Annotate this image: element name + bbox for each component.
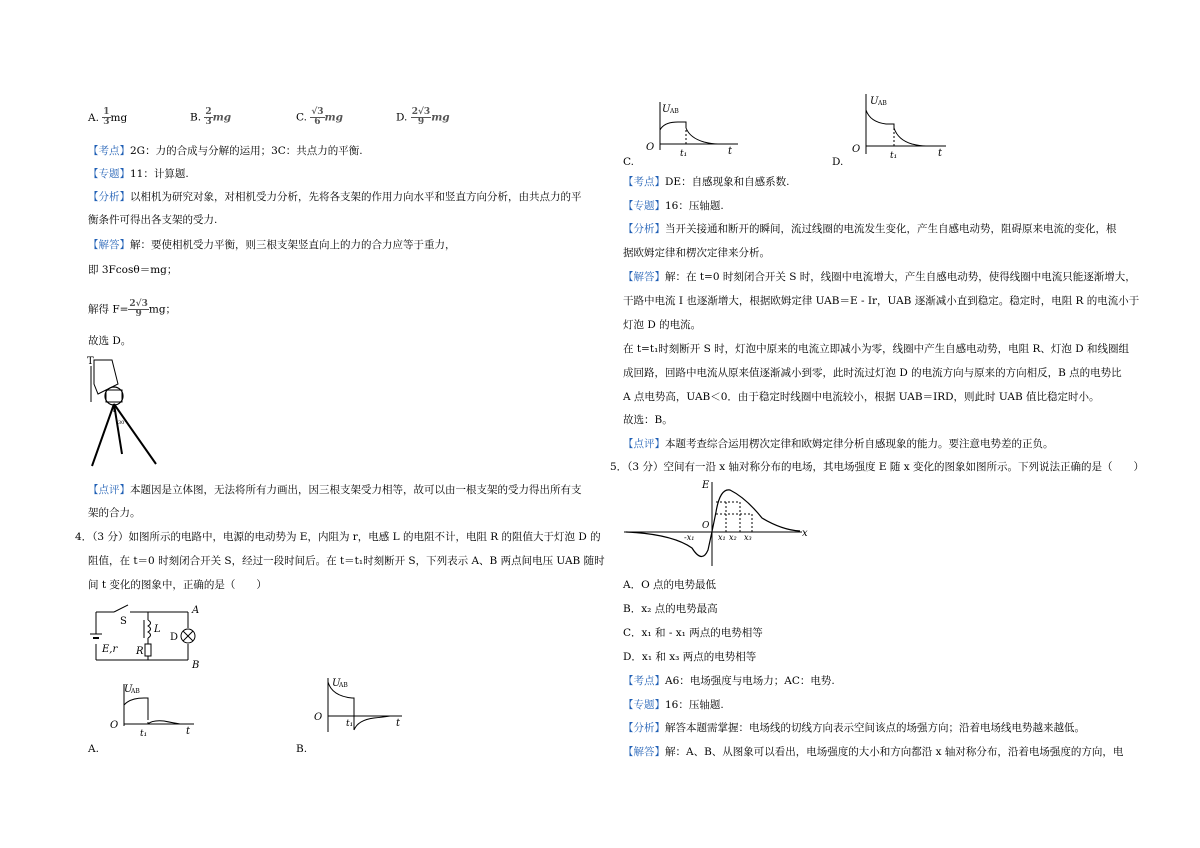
r-choose-answer: 故选：B。 [623,414,673,426]
label-x2: x₂ [729,533,737,542]
graph-c [644,98,744,160]
label-t1: t₁ [680,149,688,159]
q5-line-1: 5．（3 分）空间有一沿 x 轴对称分布的电场，其电场强度 E 随 x 变化的图象如图所示。下列说法正确的是（ ） [610,461,1144,473]
label-S: S [120,616,127,627]
r-dianping-line: 【点评】本题考查综合运用楞次定律和欧姆定律分析自感现象的能力。要注意电势差的正负。 [623,438,1054,450]
label-AB: AB [878,100,887,107]
label-x: x [802,528,808,539]
graph-d [852,90,952,160]
label-AB: AB [670,108,679,115]
label-t: t [938,148,943,159]
q5-option-b: B．x₂ 点的电势最高 [623,603,718,615]
label-Er: E,r [102,644,118,655]
label-U: U [662,104,671,115]
label-U: U [124,684,133,695]
r-zhuanti2-line: 【专题】16：压轴题. [623,699,724,711]
label-t1: t₁ [140,729,148,738]
r-kaodian2-line: 【考点】A6：电场强度与电场力；AC：电势. [623,675,835,687]
label-O: O [852,144,861,155]
label-t: t [396,718,401,729]
q4-line-2: 阻值，在 t＝0 时刻闭合开关 S，经过一段时间后。在 t＝t₁时刻断开 S，下列表示 A、B 两点间电压 UAB 随时 [88,555,605,567]
label-x3: x₃ [744,533,752,542]
label-minus-x1: -x₁ [684,533,695,542]
r-jieda-line-4: 在 t=t₁时刻断开 S 时，灯泡中原来的电流立即减小为零，线圈中产生自感电动势，电阻 R、灯泡 D 和线圈组 [623,343,1129,355]
fenxi-line-1: 【分析】以相机为研究对象，对相机受力分析，先将各支架的作用力向水平和竖直方向分析，由共点力的平 [88,191,582,203]
label-T: T [87,356,94,367]
r-jieda-line-5: 成回路，回路中电流从原来值逐渐减小到零，此时流过灯泡 D 的电流方向与原来的方向相反，B 点的电势比 [623,367,1122,379]
label-R: R [136,646,144,657]
label-U: U [870,96,879,107]
option-b: B. $\frac{2}{3}$ mg [190,107,232,127]
r-jieda2-line: 【解答】解：A、B、从图象可以看出，电场强度的大小和方向都沿 x 轴对称分布，沿着电场强度的方向，电 [623,746,1124,758]
graph-b-label: B. [296,743,308,755]
label-L: L [154,624,161,635]
fraction-a: $\frac{1}{3}$ [103,107,110,127]
option-a: A. $\frac{1}{3}$ mg [88,107,128,127]
dianping-line-1: 【点评】本题因是立体图，无法将所有力画出，因三根支架受力相等，故可以由一根支架的受力得出所有支 [88,484,582,496]
fenxi-line-2: 衡条件可得出各支架的受力. [88,214,218,226]
q5-option-c: C．x₁ 和 - x₁ 两点的电势相等 [623,627,763,639]
label-D: D [170,632,179,643]
label-AB: AB [131,688,140,695]
kaodian-line: 【考点】2G：力的合成与分解的运用；3C：共点力的平衡. [88,145,363,157]
label-O: O [110,720,119,731]
graph-b [312,674,408,738]
r-jieda-line-6: A 点电势高，UAB＜0．由于稳定时线圈中电流较小，根据 UAB＝IRD，则此时 UAB 值比稳定时小。 [623,391,1100,403]
label-t: t [728,146,733,157]
option-c: C. $\frac{√3}{6}$ mg [296,107,343,127]
r-zhuanti-line: 【专题】16：压轴题. [623,200,724,212]
q4-line-3: 间 t 变化的图象中，正确的是（ ） [88,579,267,591]
label-O: O [314,712,323,723]
label-t: t [186,726,191,737]
dianping-line-2: 架的合力。 [88,507,141,519]
option-row-q3 [88,108,127,127]
r-fenxi-line-2: 据欧姆定律和楞次定律来分析。 [623,247,770,259]
label-A: A [192,605,200,616]
equation-1: 即 3Fcosθ＝mg； [88,264,178,276]
label-E: E [702,480,710,491]
r-fenxi2-line: 【分析】解答本题需掌握：电场线的切线方向表示空间该点的场强方向；沿着电场线电势越来越低。 [623,722,1085,734]
q5-option-a: A．O 点的电势最低 [623,579,717,591]
label-t1: t₁ [346,719,354,729]
graph-a-label: A. [88,743,99,755]
label-B: B [192,660,200,670]
tripod-figure [84,354,164,470]
r-jieda-line-2: 干路中电流 I 也逐渐增大，根据欧姆定律 UAB＝E - Ir，UAB 逐渐减小直到稳定。稳定时，电阻 R 的电流小于 [623,295,1140,307]
jieda-line-1: 【解答】解：要使相机受力平衡，则三根支架竖直向上的力的合力应等于重力， [88,239,456,251]
angle-label: 30° [118,420,127,426]
e-field-graph [622,478,810,568]
graph-a [104,680,200,738]
r-fenxi-line-1: 【分析】当开关接通和断开的瞬间，流过线圈的电流发生变化，产生自感电动势，阻碍原来电流的变化，根 [623,223,1117,235]
choose-answer: 故选 D。 [88,335,132,347]
r-jieda-line-3: 灯泡 D 的电流。 [623,319,702,331]
label-O: O [702,521,710,531]
graph-c-label: C. [623,156,634,168]
graph-d-label: D. [832,156,844,168]
label-AB: AB [339,682,348,689]
q5-option-d: D．x₁ 和 x₃ 两点的电势相等 [623,651,757,663]
label-t1: t₁ [890,151,898,160]
label-x1: x₁ [718,533,726,542]
equation-2: 解得 F= $\frac{2√3}{9}$ mg； [88,299,177,319]
label-O: O [646,142,655,153]
label-U: U [332,678,341,689]
zhuanti-line: 【专题】11：计算题. [88,168,189,180]
q4-line-1: 4．（3 分）如图所示的电路中，电源的电动势为 E，内阻为 r，电感 L 的电阻不计，电阻 R 的阻值大于灯泡 D 的 [75,531,601,543]
option-d: D. $\frac{2√3}{9}$ mg [396,107,450,127]
r-jieda-line-1: 【解答】解：在 t=0 时刻闭合开关 S 时，线圈中电流增大，产生自感电动势，使得线圈中电流只能逐渐增大， [623,271,1136,283]
circuit-diagram [84,602,208,670]
r-kaodian-line: 【考点】DE：自感现象和自感系数. [623,176,790,188]
